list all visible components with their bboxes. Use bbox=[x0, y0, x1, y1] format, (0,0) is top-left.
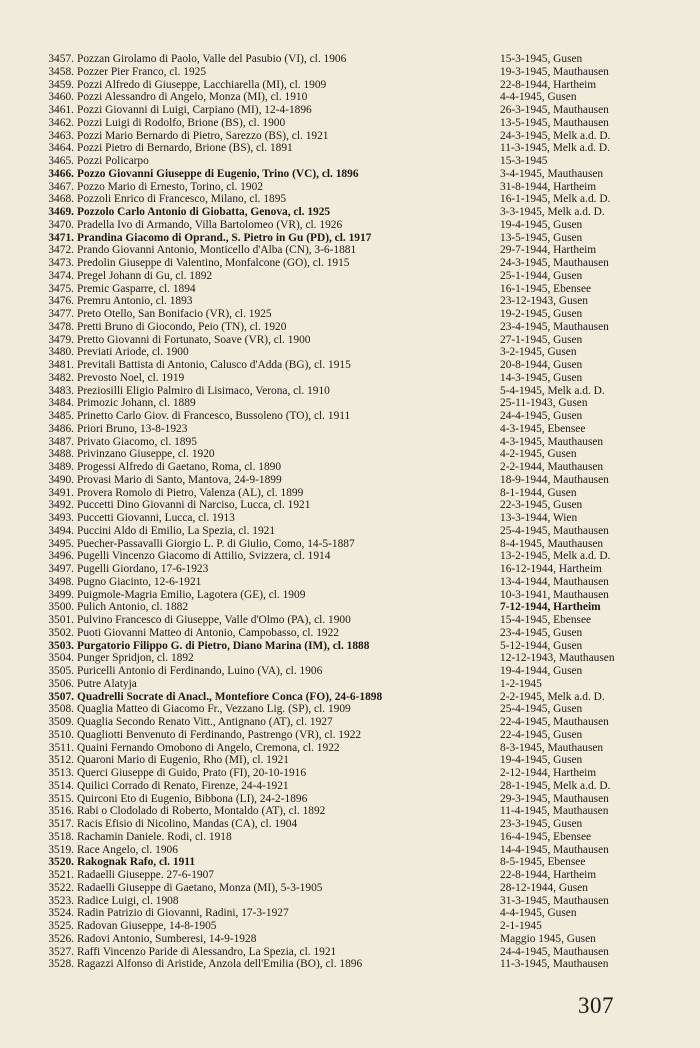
entry-name: Radin Patrizio di Giovanni, Radini, 17-3-1927 bbox=[77, 907, 289, 920]
entry-number: 3523. bbox=[48, 894, 74, 907]
entry-number: 3479. bbox=[48, 333, 74, 346]
entry-number: 3528. bbox=[48, 958, 74, 971]
list-item bbox=[26, 550, 666, 563]
entry-number: 3468. bbox=[48, 193, 74, 206]
entry-name: Putre Alatyja bbox=[77, 677, 137, 690]
entry-number: 3518. bbox=[48, 830, 74, 843]
entry-death: 11-4-1945, Mauthausen bbox=[500, 805, 609, 818]
list-item bbox=[26, 678, 666, 691]
entry-number: 3526. bbox=[48, 932, 74, 945]
entry-death: 2-2-1945, Melk a.d. D. bbox=[500, 690, 605, 703]
entry-death: 25-4-1945, Mauthausen bbox=[500, 524, 609, 537]
list-item bbox=[26, 155, 666, 168]
entry-number: 3492. bbox=[48, 499, 74, 512]
entry-name: Quilici Corrado di Renato, Firenze, 24-4-1921 bbox=[77, 779, 289, 792]
entry-name: Ragazzi Alfonso di Aristide, Anzola dell'Emilia (BO), cl. 1896 bbox=[77, 958, 363, 971]
entry-death: 28-12-1944, Gusen bbox=[500, 881, 588, 894]
entry-death: 16-1-1945, Melk a.d. D. bbox=[500, 193, 611, 206]
list-item bbox=[26, 474, 666, 487]
list-item bbox=[26, 614, 666, 627]
list-item bbox=[26, 601, 666, 614]
list-item bbox=[26, 487, 666, 500]
list-item bbox=[26, 219, 666, 232]
entry-name: Radaelli Giuseppe. 27-6-1907 bbox=[77, 869, 214, 881]
entry-name: Pozzi Mario Bernardo di Pietro, Sarezzo (BS), cl. 1921 bbox=[77, 129, 329, 142]
entry-number: 3477. bbox=[48, 308, 74, 320]
list-item bbox=[26, 716, 666, 729]
list-item bbox=[26, 856, 666, 869]
list-item bbox=[26, 805, 666, 818]
entry-name: Radovi Antonio, Sumberesi, 14-9-1928 bbox=[77, 932, 257, 945]
entry-name: Pozzer Pier Franco, cl. 1925 bbox=[77, 65, 207, 78]
entry-death: 8-1-1944, Gusen bbox=[500, 486, 577, 499]
entry-name: Quaroni Mario di Eugenio, Rho (MI), cl. 1921 bbox=[77, 754, 289, 767]
entry-number: 3522. bbox=[48, 881, 74, 894]
list-item bbox=[26, 181, 666, 194]
entry-name: Provasi Mario di Santo, Mantova, 24-9-1899 bbox=[77, 473, 282, 486]
entry-death: 22-8-1944, Hartheim bbox=[500, 869, 597, 881]
list-item bbox=[26, 91, 666, 104]
entry-number: 3463. bbox=[48, 129, 74, 142]
entry-number: 3459. bbox=[48, 78, 74, 91]
list-item bbox=[26, 640, 666, 653]
entry-death: 2-2-1944, Mauthausen bbox=[500, 461, 604, 473]
entry-number: 3496. bbox=[48, 550, 74, 563]
entry-death: 2-12-1944, Hartheim bbox=[500, 767, 597, 779]
list-item bbox=[26, 652, 666, 665]
entry-death: 19-4-1945, Gusen bbox=[500, 218, 583, 231]
list-item bbox=[26, 461, 666, 474]
entry-death: 5-12-1944, Gusen bbox=[500, 639, 583, 652]
list-item bbox=[26, 295, 666, 308]
entry-name: Rachamin Daniele. Rodi, cl. 1918 bbox=[77, 830, 232, 843]
entry-number: 3505. bbox=[48, 665, 74, 677]
entry-name: Rabi o Clodolado di Roberto, Montaldo (AT), cl. 1892 bbox=[77, 805, 326, 818]
entry-number: 3497. bbox=[48, 563, 74, 575]
entry-death: 8-4-1945, Mauthausen bbox=[500, 537, 604, 550]
entry-death: 26-3-1945, Mauthausen bbox=[500, 104, 609, 116]
entry-number: 3506. bbox=[48, 677, 74, 690]
entry-name: Puccini Aldo di Emilio, La Spezia, cl. 1921 bbox=[77, 524, 276, 537]
entry-name: Puricelli Antonio di Ferdinando, Luino (VA), cl. 1906 bbox=[77, 665, 323, 677]
entry-death: 8-5-1945, Ebensee bbox=[500, 856, 586, 869]
entry-name: Pugno Giacinto, 12-6-1921 bbox=[77, 575, 202, 588]
entry-name: Predolin Giuseppe di Valentino, Monfalcone (GO), cl. 1915 bbox=[77, 257, 350, 269]
entry-death: 19-4-1945, Gusen bbox=[500, 754, 583, 767]
list-item bbox=[26, 869, 666, 882]
entry-death: 24-4-1945, Mauthausen bbox=[500, 945, 609, 958]
entry-death: 13-5-1945, Gusen bbox=[500, 231, 583, 244]
entry-death: 25-11-1943, Gusen bbox=[500, 397, 588, 410]
entry-number: 3514. bbox=[48, 779, 74, 792]
entry-number: 3501. bbox=[48, 614, 74, 626]
entry-number: 3487. bbox=[48, 435, 74, 448]
entry-number: 3527. bbox=[48, 945, 74, 958]
entry-number: 3511. bbox=[48, 741, 74, 754]
list-item bbox=[26, 346, 666, 359]
entry-number: 3485. bbox=[48, 410, 74, 422]
entry-number: 3489. bbox=[48, 461, 74, 473]
list-item bbox=[26, 754, 666, 767]
entry-number: 3504. bbox=[48, 652, 74, 665]
entry-number: 3472. bbox=[48, 244, 74, 257]
entry-number: 3476. bbox=[48, 295, 74, 308]
entry-number: 3493. bbox=[48, 512, 74, 524]
entry-number: 3524. bbox=[48, 907, 74, 920]
list-item bbox=[26, 130, 666, 143]
list-item bbox=[26, 283, 666, 296]
entry-name: Progessi Alfredo di Gaetano, Roma, cl. 1890 bbox=[77, 461, 282, 473]
entry-death: 28-1-1945, Melk a.d. D. bbox=[500, 779, 611, 792]
entry-death: 4-4-1945, Gusen bbox=[500, 907, 577, 920]
list-item bbox=[26, 691, 666, 704]
entry-death: 15-3-1945, Gusen bbox=[500, 53, 583, 65]
list-item bbox=[26, 193, 666, 206]
list-item bbox=[26, 920, 666, 933]
entry-death: 22-3-1945, Gusen bbox=[500, 499, 583, 512]
entry-name: Prinetto Carlo Giov. di Francesco, Bussoleno (TO), cl. 1911 bbox=[77, 410, 351, 422]
entry-number: 3464. bbox=[48, 142, 74, 155]
list-item bbox=[26, 958, 666, 971]
list-item bbox=[26, 270, 666, 283]
entry-death: 20-8-1944, Gusen bbox=[500, 359, 583, 371]
entry-death: 29-7-1944, Hartheim bbox=[500, 244, 597, 257]
list-item bbox=[26, 410, 666, 423]
entry-death: 3-3-1945, Melk a.d. D. bbox=[500, 206, 605, 218]
entry-number: 3457. bbox=[48, 53, 74, 65]
entry-number: 3515. bbox=[48, 792, 74, 805]
entry-name: Puecher-Passavalli Giorgio L. P. di Giulio, Como, 14-5-1887 bbox=[77, 537, 355, 550]
entry-name: Quagliotti Benvenuto di Ferdinando, Pastrengo (VR), cl. 1922 bbox=[77, 728, 362, 741]
entry-death: 24-3-1945, Melk a.d. D. bbox=[500, 129, 611, 142]
entry-number: 3483. bbox=[48, 384, 74, 397]
entry-name: Quaglia Matteo di Giacomo Fr., Vezzano Lig. (SP), cl. 1909 bbox=[77, 703, 351, 716]
list-item bbox=[26, 168, 666, 181]
entry-number: 3461. bbox=[48, 104, 74, 116]
list-item bbox=[26, 448, 666, 461]
entry-death: 4-3-1945, Mauthausen bbox=[500, 435, 604, 448]
list-item bbox=[26, 882, 666, 895]
entry-name: Preziosilli Eligio Palmiro di Lisimaco, Verona, cl. 1910 bbox=[77, 384, 330, 397]
entry-number: 3467. bbox=[48, 180, 74, 193]
entry-name: Prevosto Noel, cl. 1919 bbox=[77, 371, 185, 384]
entry-death: 4-2-1945, Gusen bbox=[500, 448, 577, 461]
entry-death: 23-12-1943, Gusen bbox=[500, 295, 588, 308]
entry-death: 16-12-1944, Hartheim bbox=[500, 563, 602, 575]
entry-name: Quirconi Eto di Eugenio, Bibbona (LI), 24-2-1896 bbox=[77, 792, 308, 805]
entry-number: 3521. bbox=[48, 869, 74, 881]
entry-death: 5-4-1945, Melk a.d. D. bbox=[500, 384, 605, 397]
entry-death: 7-12-1944, Hartheim bbox=[500, 601, 601, 614]
entry-name: Quaini Fernando Omobono di Angelo, Cremona, cl. 1922 bbox=[77, 741, 340, 754]
entry-name: Quadrelli Socrate di Anacl., Montefiore Conca (FO), 24-6-1898 bbox=[77, 690, 383, 703]
entry-death: 19-4-1944, Gusen bbox=[500, 665, 583, 677]
entry-name: Pozzi Alfredo di Giuseppe, Lacchiarella (MI), cl. 1909 bbox=[77, 78, 327, 91]
entry-death: 1-2-1945 bbox=[500, 677, 542, 690]
entry-death: 22-4-1945, Gusen bbox=[500, 728, 583, 741]
entry-name: Pulvino Francesco di Giuseppe, Valle d'Olmo (PA), cl. 1900 bbox=[77, 614, 351, 626]
entry-number: 3509. bbox=[48, 716, 74, 728]
deportee-list bbox=[26, 53, 666, 971]
list-item bbox=[26, 818, 666, 831]
list-item bbox=[26, 334, 666, 347]
entry-number: 3462. bbox=[48, 116, 74, 129]
entry-name: Pozzi Alessandro di Angelo, Monza (MI), cl. 1910 bbox=[77, 91, 308, 104]
entry-name: Pozzi Giovanni di Luigi, Carpiano (MI), 12-4-1896 bbox=[77, 104, 312, 116]
list-item bbox=[26, 589, 666, 602]
entry-name: Pozzan Girolamo di Paolo, Valle del Pasubio (VI), cl. 1906 bbox=[77, 53, 347, 65]
entry-number: 3469. bbox=[48, 206, 74, 218]
list-item bbox=[26, 53, 666, 66]
entry-name: Privato Giacomo, cl. 1895 bbox=[77, 435, 197, 448]
entry-name: Privinzano Giuseppe, cl. 1920 bbox=[77, 448, 215, 461]
entry-number: 3471. bbox=[48, 231, 74, 244]
entry-death: 25-1-1944, Gusen bbox=[500, 269, 583, 282]
list-item bbox=[26, 104, 666, 117]
list-item bbox=[26, 117, 666, 130]
entry-number: 3480. bbox=[48, 346, 74, 359]
entry-name: Prandina Giacomo di Oprand., S. Pietro in Gu (PD), cl. 1917 bbox=[77, 231, 372, 244]
entry-number: 3466. bbox=[48, 167, 74, 180]
list-item bbox=[26, 844, 666, 857]
list-item bbox=[26, 359, 666, 372]
entry-name: Pozzi Policarpo bbox=[77, 155, 149, 167]
list-item bbox=[26, 372, 666, 385]
page-number: 307 bbox=[578, 993, 614, 1018]
list-item bbox=[26, 232, 666, 245]
entry-name: Pregel Johann di Gu, cl. 1892 bbox=[77, 269, 213, 282]
entry-death: 4-4-1945, Gusen bbox=[500, 91, 577, 104]
entry-name: Radice Luigi, cl. 1908 bbox=[77, 894, 179, 907]
entry-death: 13-5-1945, Mauthausen bbox=[500, 116, 609, 129]
entry-name: Rakognak Rafo, cl. 1911 bbox=[77, 856, 196, 869]
list-item bbox=[26, 576, 666, 589]
list-item bbox=[26, 665, 666, 678]
list-item bbox=[26, 499, 666, 512]
entry-death: 31-3-1945, Mauthausen bbox=[500, 894, 609, 907]
entry-name: Primozic Johann, cl. 1889 bbox=[77, 397, 196, 410]
entry-number: 3484. bbox=[48, 397, 74, 410]
entry-death: 3-4-1945, Mauthausen bbox=[500, 167, 604, 180]
entry-name: Puoti Giovanni Matteo di Antonio, Campobasso, cl. 1922 bbox=[77, 626, 339, 639]
entry-name: Purgatorio Filippo G. di Pietro, Diano Marina (IM), cl. 1888 bbox=[77, 639, 370, 652]
list-item bbox=[26, 512, 666, 525]
entry-death: 18-9-1944, Mauthausen bbox=[500, 473, 609, 486]
entry-name: Puccetti Dino Giovanni di Narciso, Lucca, cl. 1921 bbox=[77, 499, 311, 512]
list-item bbox=[26, 780, 666, 793]
list-item bbox=[26, 423, 666, 436]
entry-death: 12-12-1943, Mauthausen bbox=[500, 652, 615, 665]
entry-death: 31-8-1944, Hartheim bbox=[500, 180, 597, 193]
list-item bbox=[26, 397, 666, 410]
entry-name: Preto Otello, San Bonifacio (VR), cl. 1925 bbox=[77, 308, 272, 320]
entry-death: 23-4-1945, Gusen bbox=[500, 626, 583, 639]
list-item bbox=[26, 321, 666, 334]
list-item bbox=[26, 933, 666, 946]
entry-death: 19-3-1945, Mauthausen bbox=[500, 65, 609, 78]
list-item bbox=[26, 257, 666, 270]
entry-death: 27-1-1945, Gusen bbox=[500, 333, 583, 346]
entry-number: 3458. bbox=[48, 65, 74, 78]
list-item bbox=[26, 538, 666, 551]
entry-number: 3481. bbox=[48, 359, 74, 371]
entry-name: Quaglia Secondo Renato Vitt., Antignano (AT), cl. 1927 bbox=[77, 716, 333, 728]
entry-name: Racis Efisio di Nicolino, Mandas (CA), cl. 1904 bbox=[77, 818, 298, 830]
entry-death: 23-4-1945, Mauthausen bbox=[500, 320, 609, 333]
list-item bbox=[26, 79, 666, 92]
entry-number: 3499. bbox=[48, 588, 74, 601]
list-item bbox=[26, 563, 666, 576]
entry-death: 11-3-1945, Mauthausen bbox=[500, 958, 609, 971]
list-item bbox=[26, 627, 666, 640]
entry-name: Punger Spridjon, cl. 1892 bbox=[77, 652, 194, 665]
entry-death: 22-8-1944, Hartheim bbox=[500, 78, 597, 91]
list-item bbox=[26, 206, 666, 219]
entry-death: 8-3-1945, Mauthausen bbox=[500, 741, 604, 754]
list-item bbox=[26, 703, 666, 716]
entry-death: 3-2-1945, Gusen bbox=[500, 346, 577, 359]
entry-number: 3474. bbox=[48, 269, 74, 282]
entry-name: Pozzoli Enrico di Francesco, Milano, cl. 1895 bbox=[77, 193, 287, 206]
entry-death: 16-1-1945, Ebensee bbox=[500, 282, 592, 295]
list-item bbox=[26, 308, 666, 321]
entry-name: Puccetti Giovanni, Lucca, cl. 1913 bbox=[77, 512, 235, 524]
entry-death: 10-3-1941, Mauthausen bbox=[500, 588, 609, 601]
entry-number: 3490. bbox=[48, 473, 74, 486]
entry-number: 3498. bbox=[48, 575, 74, 588]
entry-death: Maggio 1945, Gusen bbox=[500, 932, 596, 945]
entry-number: 3519. bbox=[48, 843, 74, 856]
entry-name: Radaelli Giuseppe di Gaetano, Monza (MI), 5-3-1905 bbox=[77, 881, 323, 894]
entry-name: Radovan Giuseppe, 14-8-1905 bbox=[77, 920, 217, 932]
entry-death: 23-3-1945, Gusen bbox=[500, 818, 583, 830]
list-item bbox=[26, 142, 666, 155]
entry-death: 16-4-1945, Ebensee bbox=[500, 830, 592, 843]
entry-number: 3475. bbox=[48, 282, 74, 295]
entry-name: Pugelli Giordano, 17-6-1923 bbox=[77, 563, 209, 575]
entry-death: 24-4-1945, Gusen bbox=[500, 410, 583, 422]
entry-number: 3520. bbox=[48, 856, 74, 869]
entry-name: Pretti Bruno di Giocondo, Peio (TN), cl. 1920 bbox=[77, 320, 287, 333]
entry-number: 3470. bbox=[48, 218, 74, 231]
list-item bbox=[26, 742, 666, 755]
entry-number: 3460. bbox=[48, 91, 74, 104]
entry-name: Pozzolo Carlo Antonio di Giobatta, Genova, cl. 1925 bbox=[77, 206, 331, 218]
entry-number: 3503. bbox=[48, 639, 74, 652]
list-item bbox=[26, 907, 666, 920]
entry-name: Pradella Ivo di Armando, Villa Bartolomeo (VR), cl. 1926 bbox=[77, 218, 343, 231]
entry-number: 3512. bbox=[48, 754, 74, 767]
list-item bbox=[26, 831, 666, 844]
entry-name: Pozzo Mario di Ernesto, Torino, cl. 1902 bbox=[77, 180, 263, 193]
entry-death: 13-2-1945, Melk a.d. D. bbox=[500, 550, 611, 563]
entry-number: 3508. bbox=[48, 703, 74, 716]
entry-number: 3486. bbox=[48, 422, 74, 435]
entry-number: 3494. bbox=[48, 524, 74, 537]
entry-number: 3510. bbox=[48, 728, 74, 741]
entry-number: 3500. bbox=[48, 601, 74, 614]
entry-number: 3513. bbox=[48, 767, 74, 779]
entry-number: 3482. bbox=[48, 371, 74, 384]
entry-name: Previati Ariode, cl. 1900 bbox=[77, 346, 189, 359]
entry-name: Provera Romolo di Pietro, Valenza (AL), cl. 1899 bbox=[77, 486, 304, 499]
entry-name: Prando Giovanni Antonio, Monticello d'Alba (CN), 3-6-1881 bbox=[77, 244, 357, 257]
entry-name: Raffi Vincenzo Paride di Alessandro, La Spezia, cl. 1921 bbox=[77, 945, 337, 958]
list-item bbox=[26, 66, 666, 79]
entry-death: 25-4-1945, Gusen bbox=[500, 703, 583, 716]
entry-number: 3516. bbox=[48, 805, 74, 818]
entry-number: 3491. bbox=[48, 486, 74, 499]
entry-death: 22-4-1945, Mauthausen bbox=[500, 716, 609, 728]
entry-death: 29-3-1945, Mauthausen bbox=[500, 792, 609, 805]
entry-death: 4-3-1945, Ebensee bbox=[500, 422, 586, 435]
entry-name: Pugelli Vincenzo Giacomo di Attilio, Svizzera, cl. 1914 bbox=[77, 550, 331, 563]
entry-number: 3517. bbox=[48, 818, 74, 830]
list-item bbox=[26, 436, 666, 449]
entry-number: 3525. bbox=[48, 920, 74, 932]
list-item bbox=[26, 895, 666, 908]
list-item bbox=[26, 729, 666, 742]
entry-number: 3478. bbox=[48, 320, 74, 333]
entry-death: 19-2-1945, Gusen bbox=[500, 308, 583, 320]
entry-number: 3495. bbox=[48, 537, 74, 550]
entry-name: Previtali Battista di Antonio, Calusco d'Adda (BG), cl. 1915 bbox=[77, 359, 351, 371]
list-item bbox=[26, 767, 666, 780]
entry-number: 3507. bbox=[48, 690, 74, 703]
entry-death: 13-4-1944, Mauthausen bbox=[500, 575, 609, 588]
list-item bbox=[26, 244, 666, 257]
entry-death: 14-3-1945, Gusen bbox=[500, 371, 583, 384]
entry-death: 15-4-1945, Ebensee bbox=[500, 614, 592, 626]
list-item bbox=[26, 525, 666, 538]
list-item bbox=[26, 385, 666, 398]
entry-name: Pozzo Giovanni Giuseppe di Eugenio, Trino (VC), cl. 1896 bbox=[77, 167, 359, 180]
entry-name: Pulich Antonio, cl. 1882 bbox=[77, 601, 189, 614]
list-item bbox=[26, 946, 666, 959]
entry-death: 13-3-1944, Wien bbox=[500, 512, 578, 524]
list-item bbox=[26, 793, 666, 806]
entry-name: Pozzi Pietro di Bernardo, Brione (BS), cl. 1891 bbox=[77, 142, 293, 155]
entry-name: Race Angelo, cl. 1906 bbox=[77, 843, 178, 856]
entry-name: Premru Antonio, cl. 1893 bbox=[77, 295, 193, 308]
entry-number: 3488. bbox=[48, 448, 74, 461]
entry-number: 3473. bbox=[48, 257, 74, 269]
entry-name: Querci Giuseppe di Guido, Prato (FI), 20-10-1916 bbox=[77, 767, 307, 779]
entry-death: 11-3-1945, Melk a.d. D. bbox=[500, 142, 610, 155]
entry-death: 14-4-1945, Mauthausen bbox=[500, 843, 609, 856]
entry-death: 2-1-1945 bbox=[500, 920, 542, 932]
entry-name: Pretto Giovanni di Fortunato, Soave (VR), cl. 1900 bbox=[77, 333, 311, 346]
entry-number: 3502. bbox=[48, 626, 74, 639]
entry-name: Premic Gasparre, cl. 1894 bbox=[77, 282, 196, 295]
entry-death: 24-3-1945, Mauthausen bbox=[500, 257, 609, 269]
entry-name: Priori Bruno, 13-8-1923 bbox=[77, 422, 188, 435]
entry-death: 15-3-1945 bbox=[500, 155, 548, 167]
entry-name: Puigmole-Magria Emilio, Lagotera (GE), cl. 1909 bbox=[77, 588, 306, 601]
entry-number: 3465. bbox=[48, 155, 74, 167]
entry-name: Pozzi Luigi di Rodolfo, Brione (BS), cl. 1900 bbox=[77, 116, 286, 129]
